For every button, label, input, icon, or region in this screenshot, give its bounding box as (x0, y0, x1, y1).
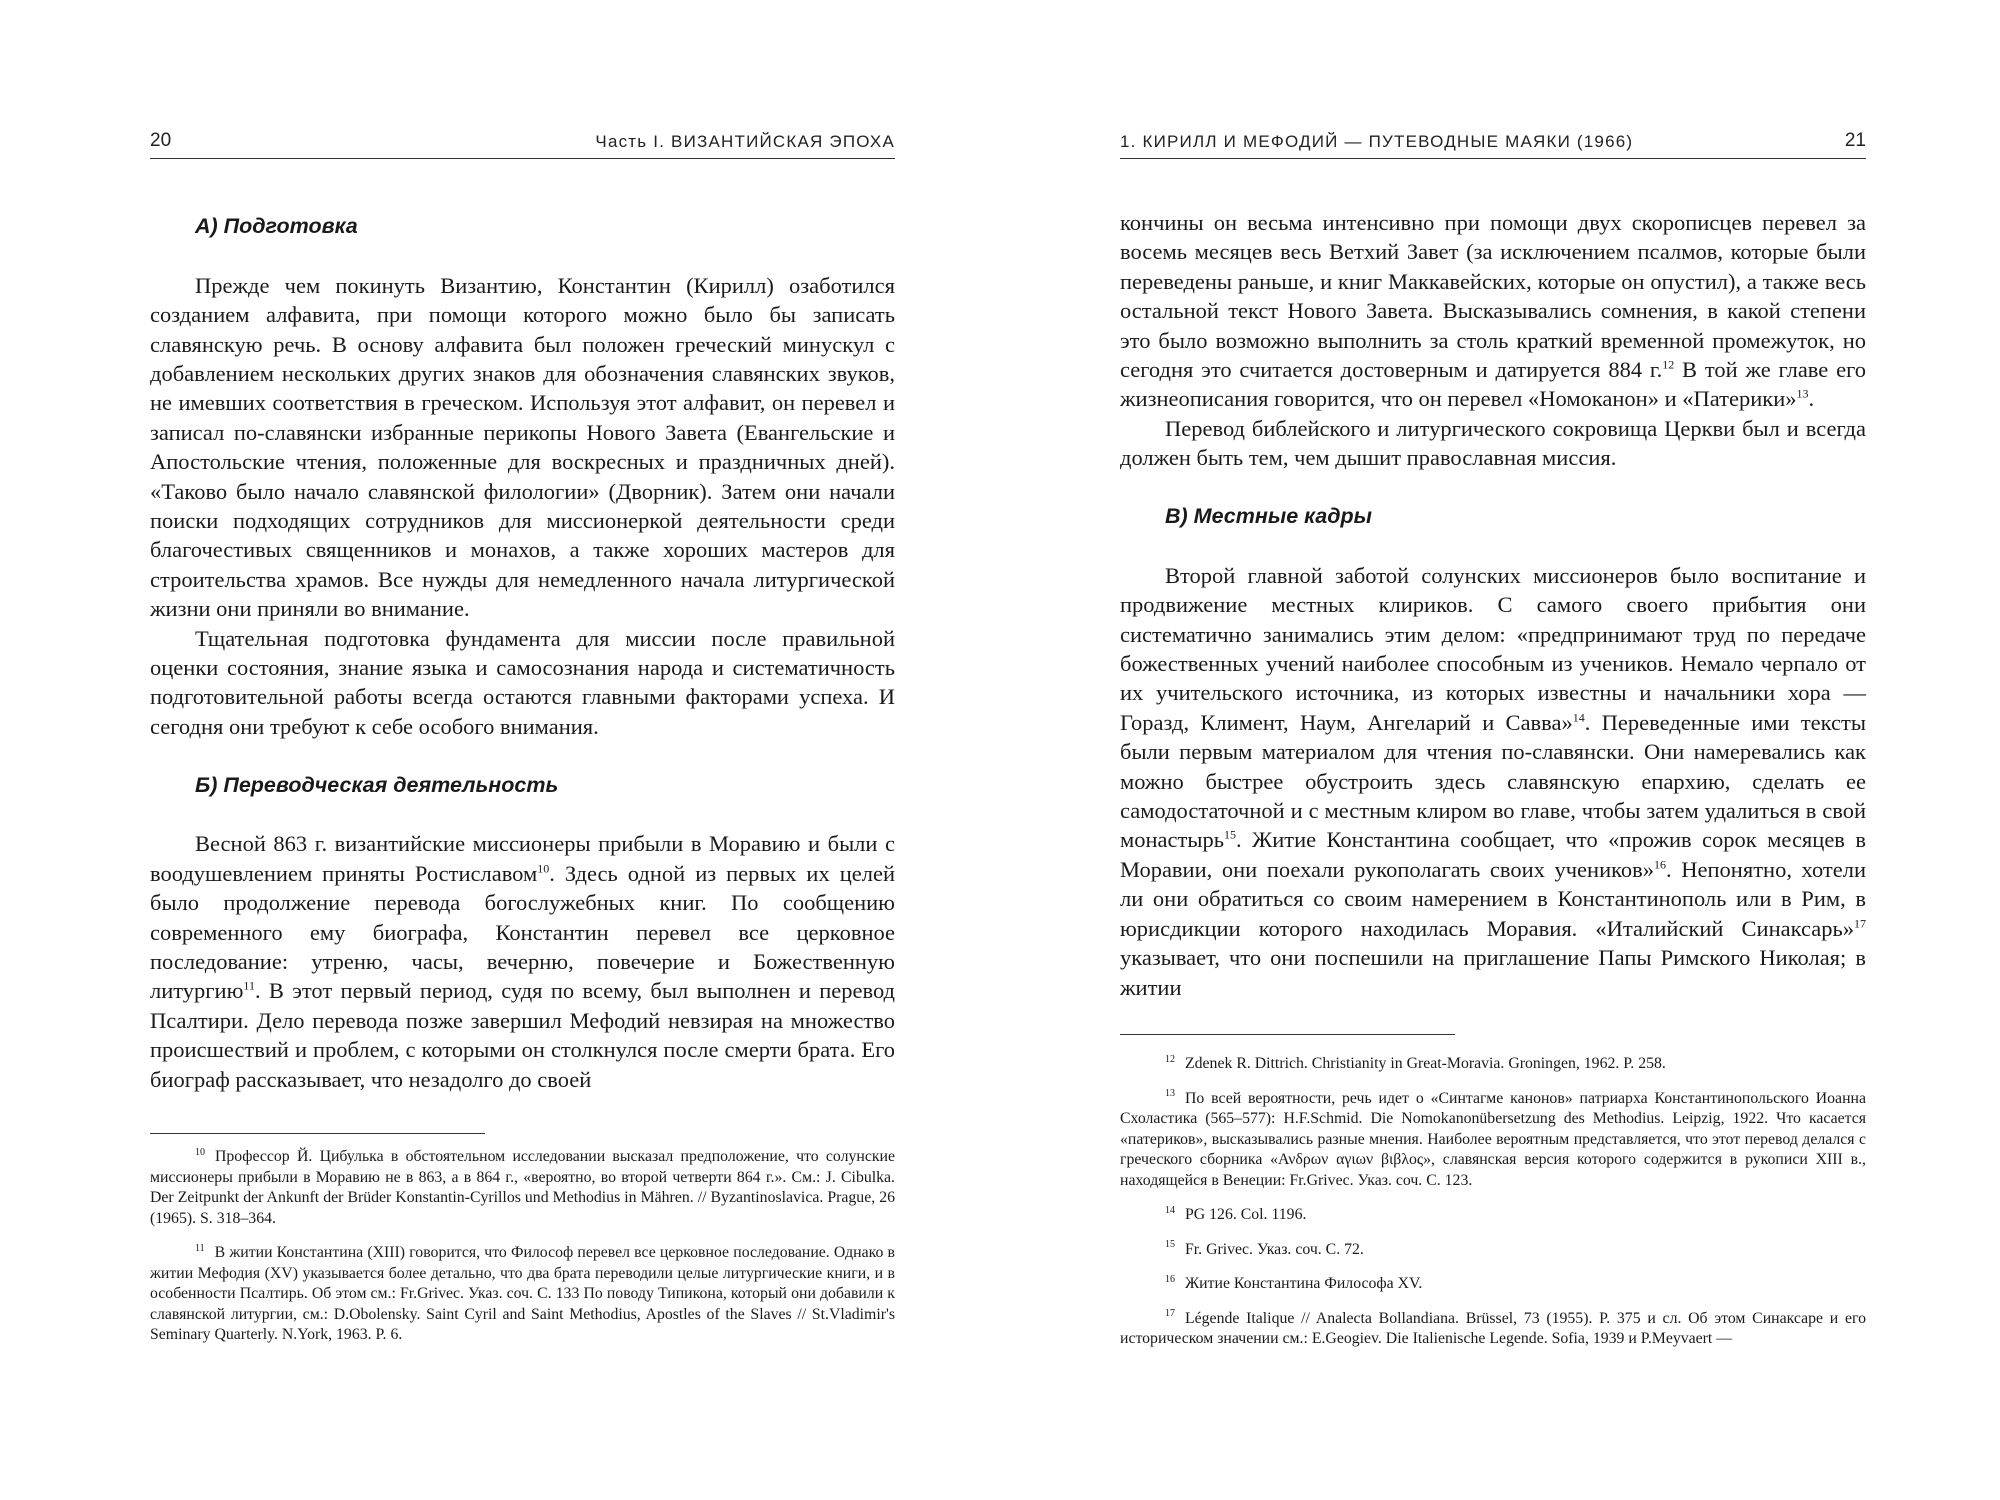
footnote: $^{12}$ Zdenek R. Dittrich. Christianity in Great-Moravia. Groningen, 1962. P. 258. (1165, 1053, 1666, 1072)
right-running-head (1120, 130, 1866, 159)
footnote-ref[interactable]: 15 (1223, 827, 1236, 842)
right-footnotes (1120, 1054, 1866, 1364)
section-heading-a: А) Подготовка (195, 214, 358, 238)
left-page-number: 20 (150, 130, 172, 151)
left-running-head (150, 130, 895, 159)
footnote-ref[interactable]: 13 (1796, 386, 1809, 401)
left-running-title: Часть I. ВИЗАНТИЙСКАЯ ЭПОХА (595, 132, 895, 151)
footnote-ref[interactable]: 17 (1854, 916, 1866, 931)
footnote: $^{17}$ Légende Italique // Analecta Bollandiana. Brüssel, 73 (1955). P. 375 и сл. Об этом Синаксаре и его историческом значении см.: E.Geogiev. Die Italienische Legende. Sofia, 1939 и P.Meyvaert — (1120, 1308, 1866, 1347)
footnote-ref[interactable]: 12 (1662, 357, 1675, 372)
footnote: $^{10}$ Профессор Й. Цибулька в обстоятельном исследовании высказал предположение, что солунские миссионеры прибыли в Моравию не в 863, а в 864 г., «вероятно, во второй четверти 864 г.». См.: J. Cibulka. Der Zeitpunkt der Ankunft der Brüder Konstantin-Cyrillos und Methodius in Mähren. // Byzantinoslavica. Prague, 26 (1965). S. 318–364. (150, 1146, 895, 1227)
paragraph-r2: Перевод библейского и литургического сокровища Церкви был и всегда должен быть тем, чем дышит православная миссия. (1120, 415, 1866, 471)
footnote: $^{13}$ По всей вероятности, речь идет о «Синтагме канонов» патриарха Константинопольского Иоанна Схоластика (565–577): H.F.Schmid. Die Nomokanonübersetzung des Methodius. Leipzig, 1922. Что касается «патериков», высказывались разные мнения. Наиболее вероятным представляется, что этот перевод делался с греческого сборника «Ανδρων αγιων βιβλος», славянская версия которого содержится в рукописи XIII в., находящейся в Венеции: Fr.Grivec. Указ. соч. С. 123. (1120, 1088, 1866, 1189)
section-heading-c: В) Местные кадры (1165, 504, 1373, 529)
left-body-text (150, 212, 895, 1094)
right-page (1120, 0, 1866, 1500)
right-running-title: 1. КИРИЛЛ И МЕФОДИЙ — ПУТЕВОДНЫЕ МАЯКИ (1966) (1120, 132, 1634, 151)
footnote: $^{16}$ Житие Константина Философа XV. (1165, 1273, 1423, 1292)
footnote-ref[interactable]: 10 (537, 861, 550, 876)
right-page-number: 21 (1844, 130, 1866, 151)
paragraph-a2: Тщательная подготовка фундамента для миссии после правильной оценки состояния, знание языка и самосознания народа и систематичность подготовительной работы всегда остаются главными факторами успеха. И сегодня они требуют к себе особого внимания. (150, 625, 895, 739)
footnote-ref[interactable]: 16 (1654, 857, 1667, 872)
paragraph-r3: Второй главной заботой солунских миссионеров было воспитание и продвижение местных клириков. С самого своего прибытия они систематично занимались этим делом: «предпринимают труд по передаче божественных учений наиболее способным из учеников. Немало черпало от их учительского источника, из которых известны и начальники хора — Горазд, Климент, Наум, Ангеларий и Савва»$^{14}$. Переведенные ими тексты были первым материалом для чтения по-славянски. Они намеревались как можно быстрее обустроить здесь славянскую епархию, сделать ее самодостаточной и с местным клиром во главе, чтобы затем удалиться в свой монастырь$^{15}$. Житие Константина сообщает, что «прожив сорок месяцев в Моравии, они поехали рукополагать своих учеников»$^{16}$. Непонятно, хотели ли они обратиться со своим намерением в Константинополь или в Рим, в юрисдикции которого находилась Моравия. «Италийский Синаксарь»$^{17}$ указывает, что они поспешили на приглашение Папы Римского Николая; в житии (1120, 562, 1866, 1000)
section-heading-b: Б) Переводческая деятельность (195, 772, 559, 797)
footnote: $^{11}$ В житии Константина (XIII) говорится, что Философ перевел все церковное последование. Однако в житии Мефодия (XV) указывается более детально, что два брата переводили целые литургические книги, и в особенности Псалтирь. Об этом см.: Fr.Grivec. Указ. соч. С. 133 По поводу Типикона, который они добавили к славянской литургии, см.: D.Obolensky. Saint Cyril and Saint Methodius, Apostles of the Slaves // St.Vladimir's Seminary Quarterly. N.York, 1963. P. 6. (150, 1242, 895, 1343)
footnote: $^{14}$ PG 126. Col. 1196. (1165, 1204, 1307, 1223)
footnote-ref[interactable]: 11 (243, 978, 255, 993)
right-body-text (1120, 208, 1866, 1002)
left-page (150, 0, 895, 1500)
left-footnotes (150, 1147, 895, 1360)
footnote-separator (1120, 1034, 1455, 1035)
paragraph-r1: кончины он весьма интенсивно при помощи двух скорописцев перевел за восемь месяцев весь Ветхий Завет (за исключением псалмов, которые были переведены раньше, и книг Маккавейских, которые он опустил), а также весь остальной текст Нового Завета. Высказывались сомнения, в какой степени это было возможно выполнить за столь краткий временной промежуток, но сегодня это считается достоверным и датируется 884 г.$^{12}$ В той же главе его жизнеописания говорится, что он перевел «Номоканон» и «Патерики»$^{13}$. (1120, 210, 1866, 412)
footnote: $^{15}$ Fr. Grivec. Указ. соч. С. 72. (1165, 1239, 1364, 1258)
paragraph-a1: Прежде чем покинуть Византию, Константин (Кирилл) озаботился созданием алфавита, при помощи которого можно было бы записать славянскую речь. В основу алфавита был положен греческий минускул с добавлением нескольких других знаков для обозначения славянских звуков, не имевших соответствия в греческом. Используя этот алфавит, он перевел и записал по-славянски избранные перикопы Нового Завета (Евангельские и Апостольские чтения, положенные для воскресных и праздничных дней). «Таково было начало славянской филологии» (Дворник). Затем они начали поиски подходящих сотрудников для миссионеркой деятельности среди благочестивых священников и монахов, а также хороших мастеров для строительства храмов. Все нужды для немедленного начала литургической жизни они приняли во внимание. (150, 272, 895, 622)
footnote-ref[interactable]: 14 (1572, 710, 1585, 725)
paragraph-b1: Весной 863 г. византийские миссионеры прибыли в Моравию и были с воодушевлением приняты Ростиславом$^{10}$. Здесь одной из первых их целей было продолжение перевода богослужебных книг. По сообщению современного ему биографа, Константин перевел все церковное последование: утреню, часы, вечерню, повечерие и Божественную литургию$^{11}$. В этот первый период, судя по всему, был выполнен и перевод Псалтири. Дело перевода позже завершил Мефодий невзирая на множество происшествий и проблем, с которыми он столкнулся после смерти брата. Его биограф рассказывает, что незадолго до своей (150, 831, 895, 1092)
footnote-separator (150, 1133, 485, 1134)
